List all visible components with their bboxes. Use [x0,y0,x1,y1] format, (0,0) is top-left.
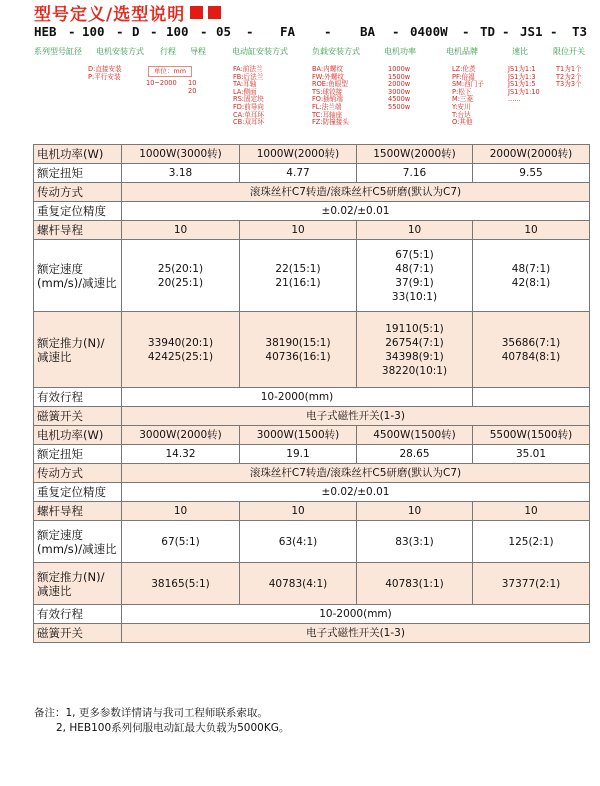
row-header: 传动方式 [34,183,122,202]
table-cell: 10 [357,502,473,521]
code-limit: T3 [572,24,588,39]
table-cell: 22(15:1) 21(16:1) [240,240,357,312]
table-cell: 40783(4:1) [240,563,357,605]
table-row [34,145,590,164]
table-cell: 9.55 [473,164,590,183]
code-dash: - [116,24,124,39]
code-dash: - [502,24,510,39]
note-line-1: 备注：1, 更多参数详情请与我司工程师联系索取。 [34,707,268,719]
label-lead: 导程 [190,47,206,56]
code-dash: - [324,24,332,39]
table-row [34,183,590,202]
title-text: 型号定义/选型说明 [34,4,186,25]
table-cell: 19.1 [240,445,357,464]
option-item: SM:西门子 [452,80,484,89]
option-item: FA:前法兰 [233,65,263,73]
option-item: FZ:防撞接头 [312,118,349,127]
table-cell: 35686(7:1) 40784(8:1) [473,312,590,388]
table-row [34,605,590,624]
row-header: 螺杆导程 [34,221,122,240]
code-motor-mount: D [132,24,140,39]
notes [34,706,289,736]
table-cell: 10 [473,502,590,521]
label-bore: 缸径 [66,47,82,56]
red-square-icon [190,6,203,19]
table-cell: 3000W(2000转) [122,426,240,445]
option-item: TS:球铰接 [312,87,343,96]
table-cell: 48(7:1) 42(8:1) [473,240,590,312]
option-item: P:平行安装 [88,72,121,81]
table-cell: 4.77 [240,164,357,183]
row-header: 额定推力(N)/ 减速比 [34,312,122,388]
option-item: LA:侧面 [233,87,257,96]
label-load-mount: 负载安装方式 [312,47,360,56]
option-item: 10 [188,79,197,87]
code-bore: 100 [82,24,105,39]
code-lead: 05 [216,24,232,39]
table-cell: 4500W(1500转) [357,426,473,445]
code-dash: - [550,24,558,39]
option-item: JS1为1:5 [508,80,536,89]
table-cell: ±0.02/±0.01 [122,202,590,221]
page-title [34,0,221,24]
code-dash: - [200,24,208,39]
table-cell: 35.01 [473,445,590,464]
code-series: HEB [34,24,57,39]
options-lead [188,80,196,95]
options-brand [452,66,484,127]
option-item: O:其他 [452,118,473,127]
table-cell: 10 [240,502,357,521]
table-cell [473,388,590,407]
row-header: 额定速度 (mm/s)/减速比 [34,521,122,563]
option-item: FB:后法兰 [233,72,264,81]
row-header: 传动方式 [34,464,122,483]
stroke-range: 10~2000 [146,79,177,87]
row-header: 额定速度 (mm/s)/减速比 [34,240,122,312]
table-cell: 67(5:1) [122,521,240,563]
option-item: FW:外螺纹 [312,72,344,81]
label-stroke: 行程 [160,47,176,56]
code-cyl-mount: FA [280,24,296,39]
options-load-mount [312,66,349,127]
table-row [34,407,590,426]
option-item: Y:安川 [452,102,471,111]
option-item: TC:耳轴座 [312,110,343,119]
table-cell: 14.32 [122,445,240,464]
table-cell: 2000W(2000转) [473,145,590,164]
option-item: TA:耳轴 [233,80,257,89]
table-row [34,464,590,483]
row-header: 重复定位精度 [34,483,122,502]
table-cell: 125(2:1) [473,521,590,563]
options-cyl-mount [233,66,264,127]
row-header: 电机功率(W) [34,145,122,164]
table-cell: 10-2000(mm) [122,605,590,624]
red-square-icon [208,6,221,19]
table-row [34,221,590,240]
options-ratio [508,66,540,104]
option-item: FO:插销端 [312,95,343,104]
options-limit [556,66,582,89]
table-cell: 5500W(1500转) [473,426,590,445]
table-cell: 40783(1:1) [357,563,473,605]
table-cell: 38190(15:1) 40736(16:1) [240,312,357,388]
table-cell: 25(20:1) 20(25:1) [122,240,240,312]
table-cell: 滚珠丝杆C7转造/滚珠丝杆C5研磨(默认为C7) [122,183,590,202]
code-dash: - [462,24,470,39]
table-cell: 10 [357,221,473,240]
option-item: JS1为1:3 [508,72,536,81]
table-cell: 67(5:1) 48(7:1) 37(9:1) 33(10:1) [357,240,473,312]
option-item: T2为2个 [556,72,582,81]
row-header: 磁簧开关 [34,407,122,426]
code-brand: TD [480,24,496,39]
label-limit: 限位开关 [553,47,585,56]
table-cell: 10 [473,221,590,240]
table-row [34,445,590,464]
option-item: T1为1个 [556,65,582,73]
label-ratio: 速比 [512,47,528,56]
row-header: 额定推力(N)/ 减速比 [34,563,122,605]
option-item: M:三菱 [452,95,474,104]
option-item: PF:倍福 [452,72,475,81]
row-header: 有效行程 [34,388,122,407]
table-cell: 滚珠丝杆C7转造/滚珠丝杆C5研磨(默认为C7) [122,464,590,483]
option-item: D:直接安装 [88,65,122,73]
row-header: 重复定位精度 [34,202,122,221]
option-item: LZ:伦茨 [452,65,476,73]
option-item: 3000w [388,87,411,96]
label-series: 系列型号 [34,47,66,56]
table-row [34,312,590,388]
code-dash: - [246,24,254,39]
option-item: FL:法兰端 [312,102,342,111]
code-power: 0400W [410,24,448,39]
stroke-unit-box: 单位：mm [148,66,192,77]
row-header: 额定扭矩 [34,164,122,183]
table-cell: 38165(5:1) [122,563,240,605]
label-motor-mount: 电机安装方式 [96,47,144,56]
option-item: RS:固定块 [233,95,264,104]
options-power [388,66,410,112]
table-cell: 3000W(1500转) [240,426,357,445]
table-cell: 83(3:1) [357,521,473,563]
table-cell: 28.65 [357,445,473,464]
code-ratio: JS1 [520,24,543,39]
table-cell: 19110(5:1) 26754(7:1) 34398(9:1) 38220(10:1) [357,312,473,388]
table-row [34,563,590,605]
code-stroke: 100 [166,24,189,39]
option-item: JS1为1:10 [508,87,540,96]
option-item: T3为3个 [556,80,582,89]
table-row [34,202,590,221]
table-cell: 10 [122,221,240,240]
option-item: P:松下 [452,87,472,96]
table-cell: 63(4:1) [240,521,357,563]
spec-table [33,144,590,643]
code-dash: - [392,24,400,39]
table-cell: ±0.02/±0.01 [122,483,590,502]
option-item: 2000w [388,80,411,89]
option-item: T:台达 [452,110,471,119]
table-row [34,624,590,643]
label-cyl-mount: 电动缸安装方式 [232,47,288,56]
option-item: ...... [508,95,521,104]
table-cell: 10 [122,502,240,521]
option-item: 20 [188,86,197,95]
table-row [34,521,590,563]
table-cell: 1500W(2000转) [357,145,473,164]
table-row [34,502,590,521]
option-item: CA:单耳环 [233,110,265,119]
table-row [34,164,590,183]
code-load-mount: BA [360,24,376,39]
row-header: 有效行程 [34,605,122,624]
option-item: JS1为1:1 [508,65,536,73]
label-brand: 电机品牌 [446,47,478,56]
table-row [34,240,590,312]
table-row [34,426,590,445]
table-cell: 37377(2:1) [473,563,590,605]
table-cell: 7.16 [357,164,473,183]
row-header: 额定扭矩 [34,445,122,464]
table-cell: 10 [240,221,357,240]
row-header: 螺杆导程 [34,502,122,521]
table-cell: 电子式磁性开关(1-3) [122,407,590,426]
option-item: FD:前导向 [233,102,264,111]
table-cell: 电子式磁性开关(1-3) [122,624,590,643]
table-cell: 33940(20:1) 42425(25:1) [122,312,240,388]
code-dash: - [150,24,158,39]
row-header: 磁簧开关 [34,624,122,643]
option-item: 5500w [388,102,411,111]
model-code [34,24,600,40]
row-header: 电机功率(W) [34,426,122,445]
label-power: 电机功率 [384,47,416,56]
code-dash: - [68,24,76,39]
note-line-2: 2, HEB100系列伺服电动缸最大负载为5000KG。 [56,722,290,734]
table-cell: 10-2000(mm) [122,388,473,407]
table-cell: 3.18 [122,164,240,183]
option-item: CB:双耳环 [233,118,265,127]
option-item: ROE:鱼眼型 [312,80,348,89]
option-item: 1000w [388,65,411,73]
option-item: BA:内螺纹 [312,65,343,73]
table-cell: 1000W(3000转) [122,145,240,164]
table-row [34,483,590,502]
option-item: 4500w [388,95,411,104]
option-item: 1500w [388,72,411,81]
table-row [34,388,590,407]
table-cell: 1000W(2000转) [240,145,357,164]
options-motor-mount [88,66,122,81]
